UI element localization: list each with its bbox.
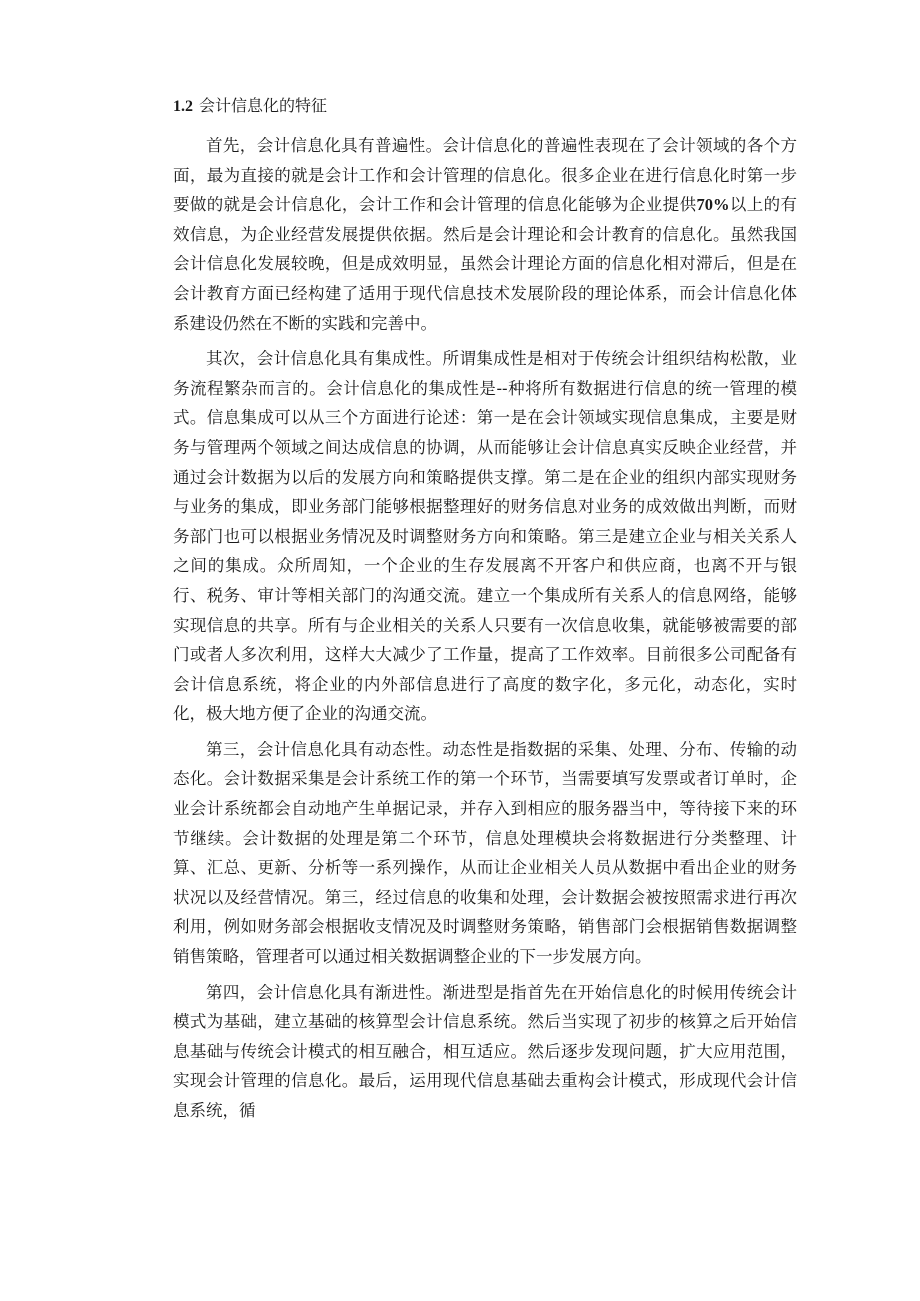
emphasis-percent: 70% xyxy=(696,195,730,215)
paragraph-integration: 其次，会计信息化具有集成性。所谓集成性是相对于传统会计组织结构松散，业务流程繁杂而言的。会计信息化的集成性是--种将所有数据进行信息的统一管理的模式。信息集成可以从三个方面进行论述：第一是在会计领域实现信息集成，主要是财务与管理两个领域之间达成信息的协调，从而能够让会计信息真实反映企业经营，并通过会计数据为以后的发展方向和策略提供支撑。第二是在企业的组织内部实现财务与业务的集成，即业务部门能够根据整理好的财务信息对业务的成效做出判断，而财务部门也可以根据业务情况及时调整财务方向和策略。第三是建立企业与相关关系人之间的集成。众所周知，一个企业的生存发展离不开客户和供应商，也离不开与银行、税务、审计等相关部门的沟通交流。建立一个集成所有关系人的信息网络，能够实现信息的共享。所有与企业相关的关系人只要有一次信息收集，就能够被需要的部门或者人多次利用，这样大大减少了工作量，提高了工作效率。目前很多公司配备有会计信息系统，将企业的内外部信息进行了高度的数字化，多元化，动态化，实时化，极大地方便了企业的沟通交流。 xyxy=(173,349,797,724)
paragraph-universality xyxy=(173,131,797,338)
paragraph-dynamic: 第三，会计信息化具有动态性。动态性是指数据的采集、处理、分布、传输的动态化。会计数据采集是会计系统工作的第一个环节，当需要填写发票或者订单时，企业会计系统都会自动地产生单据记录，并存入到相应的服务器当中，等待接下来的环节继续。会计数据的处理是第二个环节，信息处理模块会将数据进行分类整理、计算、汇总、更新、分析等一系列操作，从而让企业相关人员从数据中看出企业的财务状况以及经营情况。第三，经过信息的收集和处理，会计数据会被按照需求进行再次利用，例如财务部会根据收支情况及时调整财务策略，销售部门会根据销售数据调整销售策略，管理者可以通过相关数据调整企业的下一步发展方向。 xyxy=(173,739,797,967)
section-title: 会计信息化的特征 xyxy=(199,96,328,115)
paragraph-progressive: 第四，会计信息化具有渐进性。渐进型是指首先在开始信息化的时候用传统会计模式为基础，建立基础的核算型会计信息系统。然后当实现了初步的核算之后开始信息基础与传统会计模式的相互融合，相互适应。然后逐步发现问题，扩大应用范围，实现会计管理的信息化。最后，运用现代信息基础去重构会计模式，形成现代会计信息系统，循 xyxy=(173,982,797,1120)
section-number: 1.2 xyxy=(173,98,193,115)
document-page xyxy=(173,92,797,1132)
paragraph-text: 以上的有效信息，为企业经营发展提供依据。然后是会计理论和会计教育的信息化。虽然我国会计信息化发展较晚，但是成效明显，虽然会计理论方面的信息化相对滞后，但是在会计教育方面已经构建了适用于现代信息技术发展阶段的理论体系，而会计信息化体系建设仍然在不断的实践和完善中。 xyxy=(173,195,798,333)
section-heading xyxy=(173,92,797,121)
paragraph-text: 首先，会计信息化具有普遍性。会计信息化的普遍性表现在了会计领域的各个方面，最为直接的就是会计工作和会计管理的信息化。很多企业在进行信息化时第一步要做的就是会计信息化，会计工作和会计管理的信息化能够为企业提供 xyxy=(173,136,797,215)
